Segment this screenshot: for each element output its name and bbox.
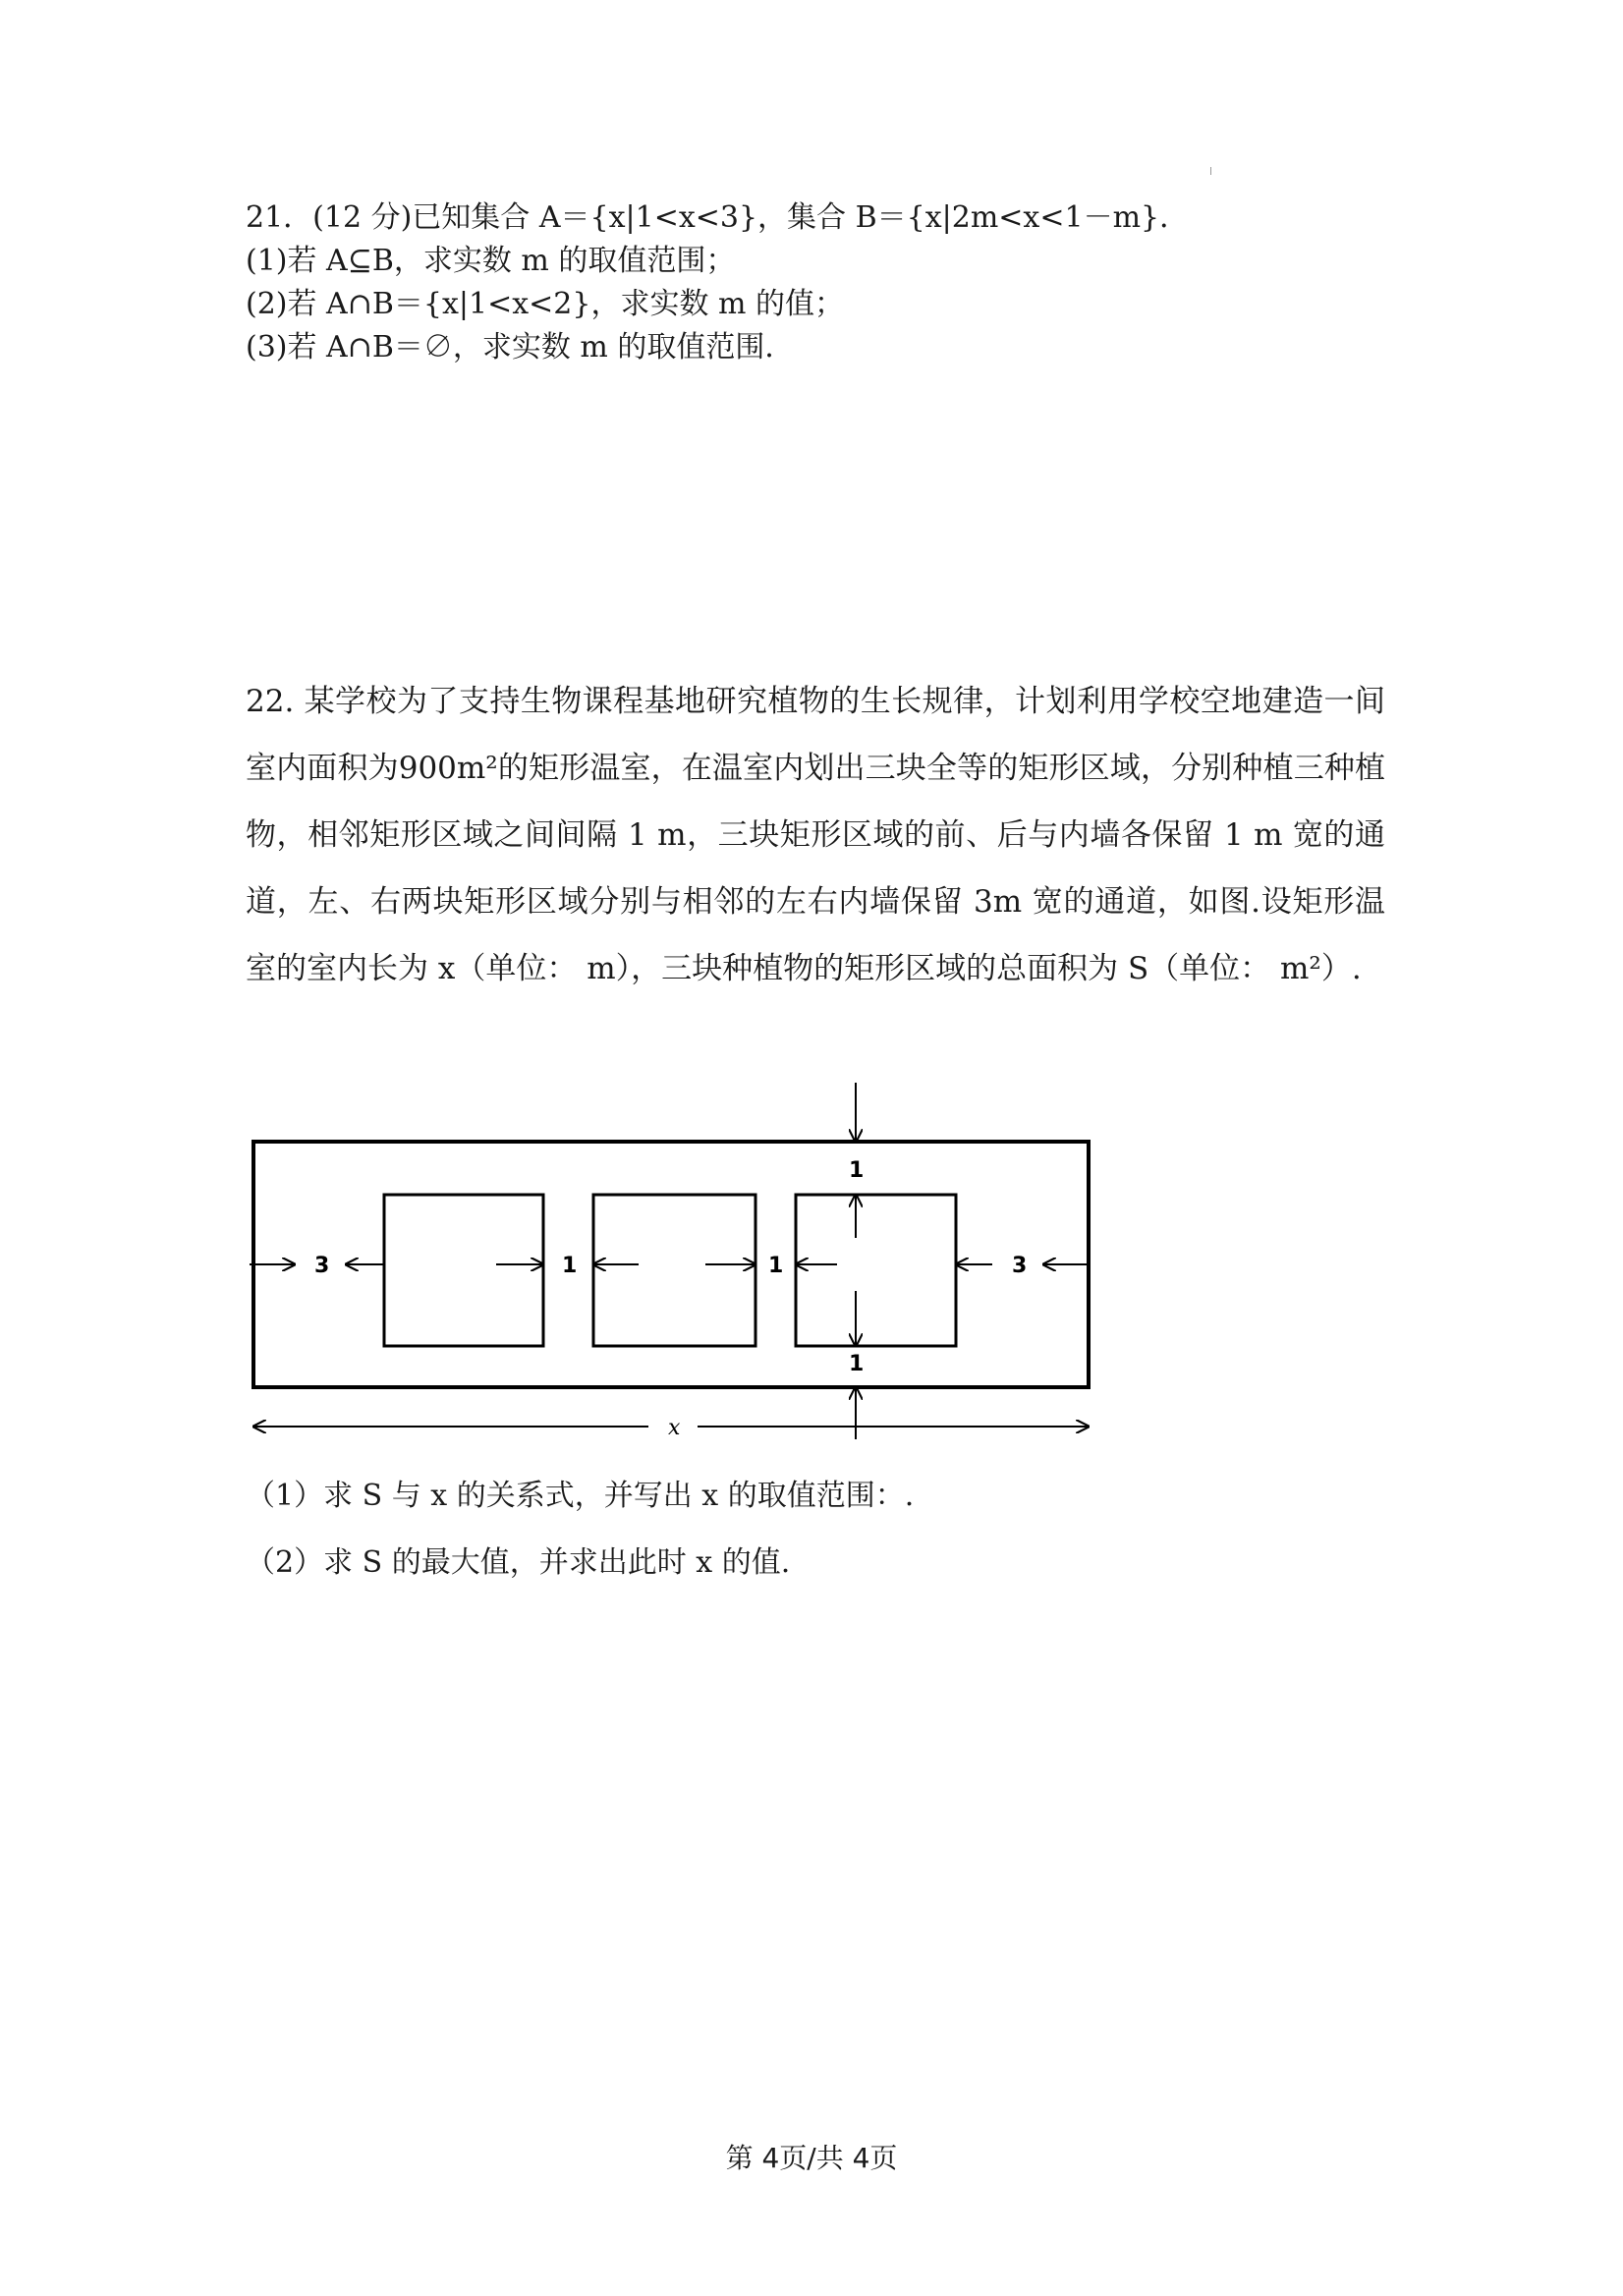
greenhouse-svg (236, 1081, 1100, 1454)
page-footer: 第 4页/共 4页 (725, 2142, 898, 2174)
q21-part-2: (2)若 A∩B＝{x|1<x<2}，求实数 m 的值； (246, 287, 844, 321)
top-gap-label: 1 (849, 1158, 865, 1183)
planting-area-3 (796, 1195, 956, 1346)
left-gap-label: 3 (314, 1254, 330, 1278)
corner-mark (1210, 167, 1211, 175)
question-21 (246, 196, 1405, 369)
right-gap-label: 3 (1012, 1254, 1028, 1278)
gap2-label: 1 (768, 1254, 784, 1278)
q21-part-1: (1)若 A⊆B，求实数 m 的取值范围； (246, 244, 736, 278)
planting-area-1 (384, 1195, 543, 1346)
planting-area-2 (593, 1195, 756, 1346)
q22-paragraph: 22. 某学校为了支持生物课程基地研究植物的生长规律，计划利用学校空地建造一间室内面积为900m²的矩形温室，在温室内划出三块全等的矩形区域，分别种植三种植物，相邻矩形区域之间间隔 1 m，三块矩形区域的前、后与内墙各保留 1 m 宽的通道，左、右两块矩形区域分别与相邻的左右内墙保留 3m 宽的通道，如图.设矩形温室的室内长为 x（单位： m），三块种植物的矩形区域的总面积为 S（单位： m²）. (246, 684, 1385, 986)
bottom-gap-label: 1 (849, 1352, 865, 1376)
greenhouse-diagram (236, 1081, 1100, 1458)
q22-sub-1: （1）求 S 与 x 的关系式，并写出 x 的取值范围：. (246, 1479, 915, 1513)
length-label: x (668, 1416, 681, 1440)
question-22 (246, 668, 1385, 1002)
q21-stem: 21．(12 分)已知集合 A＝{x|1<x<3}，集合 B＝{x|2m<x<1－m}． (246, 200, 1190, 235)
gap1-label: 1 (562, 1254, 578, 1278)
q22-sub-2: （2）求 S 的最大值，并求出此时 x 的值. (246, 1545, 791, 1580)
q21-part-3: (3)若 A∩B＝∅，求实数 m 的取值范围． (246, 330, 795, 364)
